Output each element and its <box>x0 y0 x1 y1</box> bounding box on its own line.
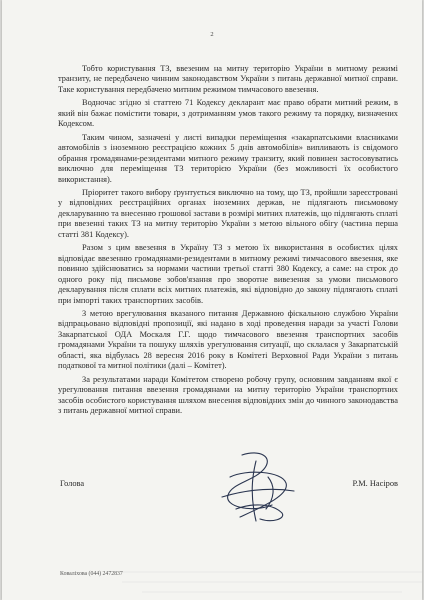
paragraph: З метою врегулювання вказаного питання Державною фіскальною службою України відпрацьовано відповідні пропозиції, які надано в ході проведення наради за участі Голови Закарпатської ОДА Москаля Г.Г. щодо тимчасового ввезення транспортних засобів громадянами України та пошуку шляхів урегулювання ситуації, що склалася у Закарпатській області, яка відбулась 28 вересня 2016 року в Комітеті Верховної Ради України з питань податкової та митної політики (далі – Комітет). <box>58 308 398 371</box>
letter-body <box>58 64 398 420</box>
signatory-title: Голова <box>60 479 85 488</box>
paragraph: Водночас згідно зі статтею 71 Кодексу декларант має право обрати митний режим, в який він бажає помістити товари, з дотриманням умов такого режиму та порядку, визначених Кодексом. <box>58 98 398 129</box>
paragraph: Тобто користування ТЗ, ввезеним на митну територію України в митному режимі транзиту, не передбачено чинним законодавством України з питань державної митної справи. Таке користування передбачено митним режимом тимчасового ввезення. <box>58 64 398 94</box>
document-page <box>2 0 422 600</box>
signature-block <box>60 479 398 493</box>
document-footer: Коваліхова (044) 2472837 <box>60 571 123 577</box>
paragraph: Пріоритет такого вибору ґрунтується виключно на тому, що ТЗ, пройшли зареєстровані у відповідних реєстраційних органах іноземних держав, не підлягають письмовому декларуванню та внесенню грошової застави в розмірі митних платежів, що підлягають сплаті при ввезенні таких ТЗ на митну територію України з метою вільного обігу (частина перша статті 381 Кодексу). <box>58 187 398 239</box>
paragraph: Таким чином, зазначені у листі випадки переміщення «закарпатськими власниками автомобілів з іноземною реєстрацією кожних 5 днів автомобілів» випливають із свідомого обрання громадянами-резидентами митного режиму транзиту, який повинен застосовуватись виключно для переміщення ТЗ територією України (без можливості їх особистого використання). <box>58 132 398 184</box>
page-number: 2 <box>210 31 214 38</box>
faint-stamp-mark <box>122 560 422 600</box>
paragraph: Разом з цим ввезення в Україну ТЗ з метою їх використання в особистих цілях відповідає ввезенню громадянами-резидентами в митному режимі тимчасового ввезення, яке повинно здійснюватись за нормами частини третьої статті 380 Кодексу, а саме: на строк до одного року під письмове зобов'язання про зворотне вивезення за умови письмового декларування після сплати всіх митних платежів, які відповідно до закону підлягають сплаті при імпорті таких транспортних засобів. <box>58 243 398 305</box>
signatory-name: Р.М. Насіров <box>352 479 398 488</box>
paragraph: За результатами наради Комітетом створено робочу групу, основним завданням якої є урегулювання питання ввезення громадянами на митну територію України транспортних засобів особистого користування шляхом внесення відповідних змін до чинного законодавства з питань державної митної справи. <box>58 374 398 416</box>
